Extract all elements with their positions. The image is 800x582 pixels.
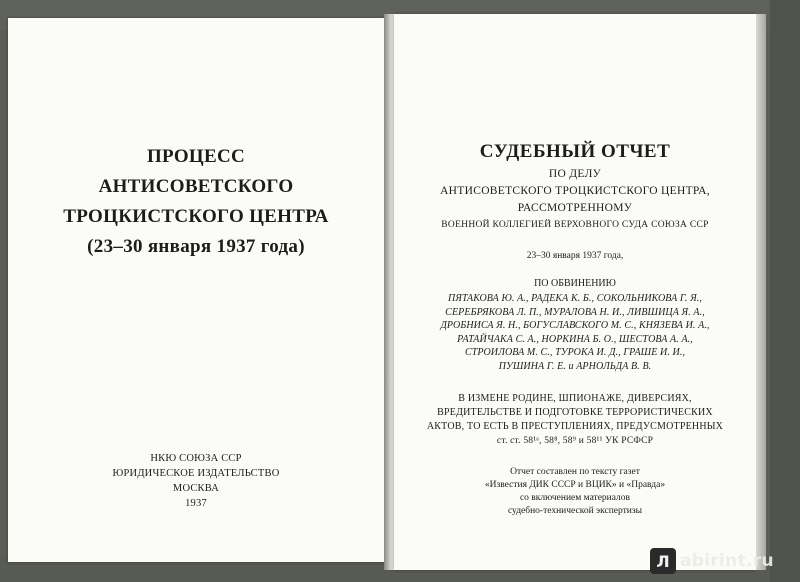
note-line: судебно-технической экспертизы: [507, 506, 643, 516]
case-line: АНТИСОВЕТСКОГО ТРОЦКИСТСКОГО ЦЕНТРА,: [440, 185, 710, 197]
publication-year: 1937: [185, 498, 207, 509]
accused-line: РАТАЙЧАКА С. А., НОРКИНА Б. О., ШЕСТОВА А. А.,: [457, 333, 693, 345]
accused-line: СЕРЕБРЯКОВА Л. П., МУРАЛОВА Н. И., ЛИВШИЦА Я. А.,: [445, 306, 705, 318]
case-block: [394, 166, 756, 234]
articles-line: ст. ст. 58¹ᵃ, 58⁸, 58⁹ и 58¹¹ УК РСФСР: [496, 436, 654, 446]
case-line: ПО ДЕЛУ: [548, 168, 602, 180]
charge-line: ВРЕДИТЕЛЬСТВЕ И ПОДГОТОВКЕ ТЕРРОРИСТИЧЕСКИХ: [437, 407, 713, 418]
note-line: «Известия ДИК СССР и ВЦИК» и «Правда»: [484, 480, 666, 490]
accused-line: ПУШИНА Г. Е. и АРНОЛЬДА В. В.: [498, 360, 652, 372]
watermark: [650, 548, 774, 574]
book-spine: [384, 14, 394, 570]
charge-line: АКТОВ, ТО ЕСТЬ В ПРЕСТУПЛЕНИЯХ, ПРЕДУСМОТРЕННЫХ: [426, 421, 724, 432]
book-title-line: ТРОЦКИСТСКОГО ЦЕНТРА: [63, 206, 329, 227]
case-line: ВОЕННОЙ КОЛЛЕГИЕЙ ВЕРХОВНОГО СУДА СОЮЗА ССР: [441, 220, 709, 230]
book-title: [8, 142, 384, 262]
publisher-line: ЮРИДИЧЕСКОЕ ИЗДАТЕЛЬСТВО: [112, 468, 280, 479]
watermark-text: abirint.ru: [680, 551, 774, 571]
note-line: Отчет составлен по тексту газет: [510, 467, 640, 477]
case-line: РАССМОТРЕННОМУ: [517, 202, 633, 214]
book-title-dates: (23–30 января 1937 года): [87, 236, 305, 257]
cover-edge: [756, 14, 766, 570]
publisher-city: МОСКВА: [172, 483, 220, 494]
charge-line: В ИЗМЕНЕ РОДИНЕ, ШПИОНАЖЕ, ДИВЕРСИЯХ,: [458, 393, 692, 404]
charge-heading: ПО ОБВИНЕНИЮ: [534, 278, 616, 289]
left-page: [8, 18, 384, 562]
report-title: СУДЕБНЫЙ ОТЧЕТ: [479, 141, 671, 162]
publisher-block: [8, 451, 384, 511]
accused-list: [394, 292, 756, 373]
accused-line: ДРОБНИСА Я. Н., БОГУСЛАВСКОГО М. С., КНЯЗЕВА И. А.,: [440, 320, 710, 331]
source-note: [394, 466, 756, 518]
background-right: [770, 0, 800, 582]
labirint-logo-icon: Л: [650, 548, 676, 574]
book-title-line: ПРОЦЕСС: [146, 146, 246, 167]
right-page: [394, 14, 756, 570]
accused-line: ПЯТАКОВА Ю. А., РАДЕКА К. Б., СОКОЛЬНИКОВА Г. Я.,: [447, 293, 703, 304]
trial-date: 23–30 января 1937 года,: [526, 251, 624, 261]
publisher-line: НКЮ СОЮЗА ССР: [150, 453, 242, 464]
note-line: со включением материалов: [519, 493, 631, 503]
accused-line: СТРОИЛОВА М. С., ТУРОКА И. Д., ГРАШЕ И. И.,: [464, 347, 686, 358]
charges-block: [394, 392, 756, 448]
book-title-line: АНТИСОВЕТСКОГО: [98, 176, 294, 197]
